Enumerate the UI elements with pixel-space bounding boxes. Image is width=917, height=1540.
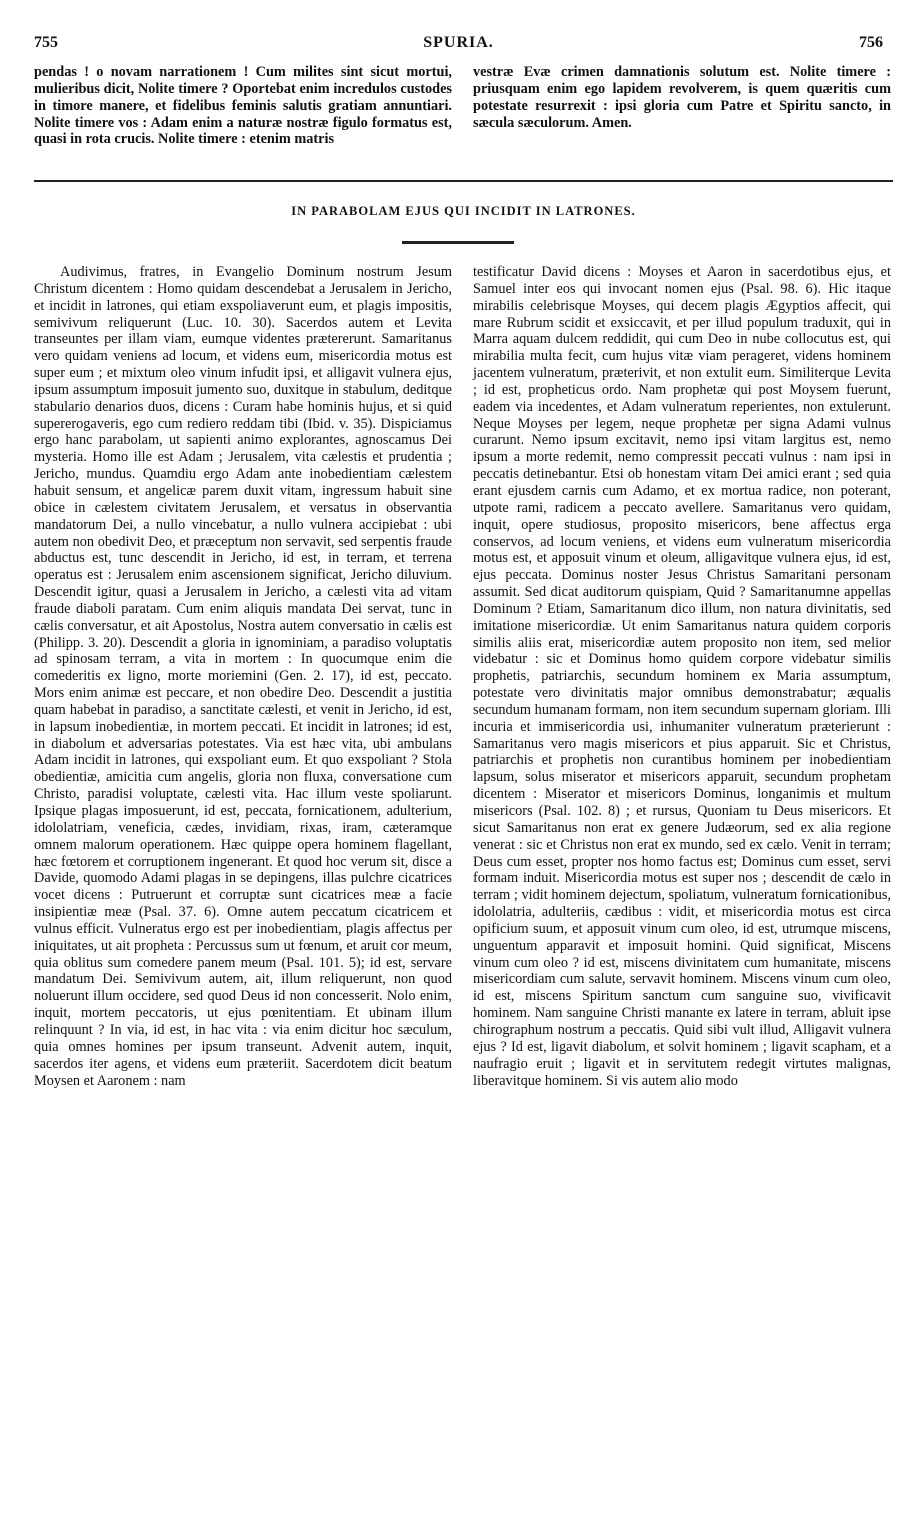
- text-column-right: [473, 264, 891, 1089]
- section-title: IN PARABOLAM EJUS QUI INCIDIT IN LATRONES.: [291, 204, 636, 218]
- page-number-right: 756: [859, 34, 883, 51]
- ornament-rule: [402, 241, 514, 244]
- paragraph: testificatur David dicens : Moyses et Aaron in sacerdotibus ejus, et Samuel inter eos qui invocant nomen ejus (Psal. 98. 6). Hic itaque mirabilis celebrisque Moyses, qui decem plagis Ægyptios affecit, qui mare Rubrum scidit et exsiccavit, et per illud populum traduxit, qui in Marra aquam dulcem reddidit, qui cum Deo in nube collocutus est, qui mirabilia multa fecit, cum hujus vitæ viam perageret, videns hominem jacentem vulneratum, præterivit, et non extulit eum. Similiterque Levita ; id est, propheticus ordo. Nam prophetæ qui post Moysem fuerunt, eadem via incedentes, et Adam vulneratum reperientes, non extulerunt. Neque Moyses per legem, neque prophetæ per signa Adami vulnus curarunt. Nemo ipsum excitavit, nemo ipsi vitam largitus est, nemo ipsum a morte redemit, nemo compressit peccati vulnus : nam ipsi in peccatis detinebantur. Etsi ob honestam vitam Dei amici erant ; sed quia erant ejusdem carnis cum Adamo, et ex mortua radice, non poterant, utpote rami, radicem a peccato avellere. Samaritanus vero quidam, inquit, opere studiosus, proposito misericors, bene affectus erga conservos, ad locum veniens, et videns eum vulneratum misericordia motus est, et apposuit vinum et oleum, alligavitque vulnera ejus, id est, ejus peccata. Dominus noster Jesus Christus Samaritani personam assumit. Sed dicat auditorum quispiam, Quid ? Samaritanumne appellas Dominum ? Etiam, Samaritanum dico illum, non natura divinitatis, sed imitatione misericordiæ. Ut enim Samaritanus natura quidem corporis similis aliis erat, misericordiæ autem proposito non item, sed melior videbatur : sic et Dominus homo quidem corpore videbatur similis prophetis, patriarchis, secundum hominem ex Maria assumptum, potestate vero divinitatis major omnibus demonstrabatur; æqualis secundum humanam formam, non item secundum supernam gloriam. Illi incuria et immisericordia usi, inhumaniter vulneratum præterierunt : Samaritanus vero magis misericors et pius apparuit. Sic et Christus, patriarchis et prophetis non curantibus hominem per inobedientiam lapsum, solus miserator et misericors apparuit, secundum prophetam dicentem : Miserator et misericors Dominus, longanimis et multum misericors (Psal. 102. 8) ; et rursus, Quoniam tu Deus misericors. Et sicut Samaritanus non erat ex genere Judæorum, sed ex alia regione venerat : sic et Christus non erat ex mundo, sed ex cælo. Venit in terram; Deus cum esset, propter nos homo factus est; Dominus cum esset, servi formam induit. Misericordia motus est super nos ; descendit de cælo in terram ; vidit hominem dejectum, spoliatum, vulneratum fornicationibus, idololatria, adulteriis, cædibus : vidit, et misericordia motus est circa opificium suum, et apposuit vinum cum oleo, id est, utrumque miscens, unguentum apparavit et imposuit homini. Quid significat, Miscens vinum cum oleo ? id est, miscens divinitatem cum humanitate, miscens misericordiam cum salute, servavit hominem. Miscens vinum cum oleo, id est, miscens Spiritum sanctum cum sanguine suo, vivificavit hominem. Nam sanguine Christi manante ex latere in terram, abluit ipse chirographum nostrum a peccatis. Quid sibi vult illud, Alligavit vulnera ejus ? Id est, ligavit diabolum, et solvit hominem ; ligavit scapham, et a naufragio eruit ; ligavit et in servitutem redegit virtutes malignas, liberavitque hominem. Si vis autem alio modo: [473, 264, 891, 1089]
- section-rule: [34, 180, 893, 182]
- continued-text-left: [34, 64, 452, 148]
- continued-text-right: [473, 64, 891, 131]
- text-column-left: [34, 264, 452, 1089]
- page-number-left: 755: [34, 34, 58, 51]
- running-header: [34, 34, 883, 58]
- paragraph: Audivimus, fratres, in Evangelio Dominum nostrum Jesum Christum dicentem : Homo quidam descendebat a Jerusalem in Jericho, et incidit in latrones, qui etiam exspoliaverunt eum, et plagis impositis, semivivum reliquerunt (Luc. 10. 30). Sacerdos autem et Levita transeuntes per illam viam, eumque videntes prætererunt. Samaritanus vero quidam veniens ad locum, et videns eum, misericordia motus est super eum ; et mixtum oleo vinum infudit ipsi, et alligavit vulnera ejus, ipsum assumptum imposuit jumento suo, duxitque in stabulum, deditque stabulario denarios duos, dicens : Curam habe hominis hujus, et si quid supererogaveris, ego cum rediero reddam tibi (Ibid. v. 35). Dispiciamus ergo hanc parabolam, ut sapienti animo explorantes, agnoscamus Dei mysteria. Homo ille est Adam ; Jerusalem, vita cælestis et prudentia ; Jericho, mundus. Quamdiu ergo Adam ante inobedientiam cælestem habuit sensum, et angelicæ parem duxit vitam, ingressum habuit sine obice in cælestem civitatem Jerusalem, et versatus in observantia mandatorum Dei, a nullo vincebatur, a nullo vulnera accipiebat : ubi autem non obedivit Deo, et præceptum non servavit, sed serpentis fraude abductus est, tunc descendit in Jericho, id est, in terram, et terrena operatus est : Jerusalem enim ascensionem significat, Jericho diluvium. Descendit igitur, quasi a Jerusalem in Jericho, a cælesti vita ad vitam fraude diaboli paratam. Cum enim aliquis mandata Dei servat, tunc in cælis conversatur, et ait Apostolus, Nostra autem conversatio in cælis est (Philipp. 3. 20). Descendit a gloria in ignominiam, a paradiso voluptatis ad spinosam terram, a vita in mortem : In quocumque enim die comederitis ex ligno, morte moriemini (Gen. 2. 17), id est, peccato. Mors enim animæ est peccare, et non obedire Deo. Descendit a justitia quam habebat in paradiso, a sanctitate cælesti, et venit in Jericho, id est, in lapsum inobedientiæ, in mortem peccati. Et incidit in latrones; id est, in diabolum et adversarias potestates. Via est hæc vita, ubi ambulans Adam incidit in latrones, qui exspoliant eum. Et quo exspoliant ? Stola obedientiæ, amicitia cum angelis, gloria non fluxa, conversatione cum Christo, paradisi voluptate, cælesti vita. Hac illum veste spoliarunt. Ipsique plagas imposuerunt, id est, peccata, fornicationem, adulterium, idololatriam, veneficia, cædes, invidiam, rixas, iram, cæteramque omnem malorum operationem. Hæc quippe opera hominem flagellant, hæc fœtorem et corruptionem ingenerant. Et quod hoc verum sit, disce a Davide, quomodo Adami plagas in se depingens, illas pulchre cicatrices vocet dicens : Putruerunt et corruptæ sunt cicatrices meæ a facie insipientiæ meæ (Psal. 37. 6). Omne autem peccatum cicatricem et vulnus efficit. Vulneratus ergo est per inobedientiam, plagis affectus per iniquitates, ut ait propheta : Percussus sum ut fœnum, et aruit cor meum, quia oblitus sum comedere panem meum (Psal. 101. 5); id est, servare mandatum Dei. Semivivum autem, ait, illum reliquerunt, non quod noluerunt illum occidere, sed quod Deus id non concesserit. Nolo enim, inquit, mortem peccatoris, ut ejus pœnitentiam. Et ubinam illum relinquunt ? In via, id est, in hac vita : via enim dicitur hoc sæculum, quia omnes homines per ipsum transeunt. Advenit autem, inquit, sacerdos iter agens, et videns eum præteriit. Sacerdotem dicit beatum Moysen et Aaronem : nam: [34, 264, 452, 1089]
- paragraph: pendas ! o novam narrationem ! Cum milites sint sicut mortui, mulieribus dicit, Nolite timere ? Oportebat enim incredulos custodes in timore manere, et fidelibus feminis salutis gratiam annuntiari. Nolite timere vos : Adam enim a naturæ nostræ figulo formatus est, quasi in rota crucis. Nolite timere : etenim matris: [34, 64, 452, 148]
- running-title: SPURIA.: [423, 34, 494, 51]
- paragraph: vestræ Evæ crimen damnationis solutum est. Nolite timere : priusquam enim ego lapidem revolverem, is quem quæritis cum potestate resurrexit : ipsi gloria cum Patre et Spiritu sancto, in sæcula sæculorum. Amen.: [473, 64, 891, 131]
